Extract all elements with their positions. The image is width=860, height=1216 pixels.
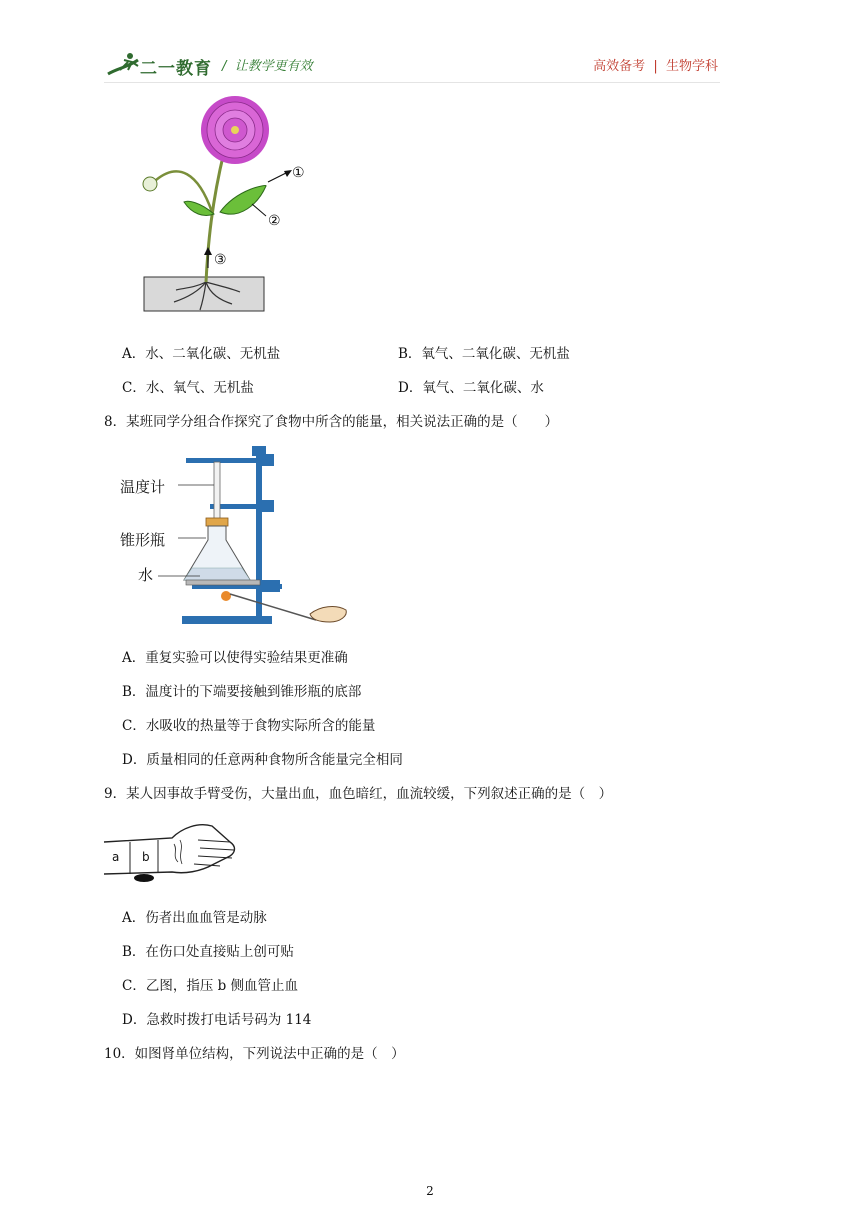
plant-figure <box>128 92 328 320</box>
arm-label-a: a <box>112 850 120 864</box>
header-brand: 二一教育 <box>140 59 212 79</box>
page-number: 2 <box>426 1184 434 1198</box>
q7-option-c: C．水、氧气、无机盐 <box>122 380 254 396</box>
q9-option-d: D．急救时拨打电话号码为 114 <box>122 1012 312 1028</box>
plant-label-2: ② <box>268 213 281 229</box>
plant-label-3: ③ <box>214 252 227 268</box>
q9-option-b: B．在伤口处直接贴上创可贴 <box>122 944 294 960</box>
header-slogan: / 让教学更有效 <box>222 59 313 74</box>
q8-option-d: D．质量相同的任意两种食物所含能量完全相同 <box>122 752 403 768</box>
plant-label-1: ① <box>292 165 305 181</box>
q9-option-c: C．乙图，指压 b 侧血管止血 <box>122 978 299 994</box>
arm-label-b: b <box>142 850 150 864</box>
arm-figure <box>102 820 238 888</box>
header-divider <box>104 82 720 83</box>
q8-option-b: B．温度计的下端要接触到锥形瓶的底部 <box>122 684 362 700</box>
q7-option-d: D．氧气、二氧化碳、水 <box>398 380 544 396</box>
label-flask: 锥形瓶 <box>120 531 166 549</box>
q8-option-a: A．重复实验可以使得实验结果更准确 <box>122 650 348 666</box>
q8-stem: 8．某班同学分组合作探究了食物中所含的能量，相关说法正确的是（ ） <box>104 414 559 430</box>
label-water: 水 <box>138 566 154 584</box>
q7-option-a: A．水、二氧化碳、无机盐 <box>122 346 281 362</box>
q9-stem: 9．某人因事故手臂受伤，大量出血，血色暗红，血流较缓，下列叙述正确的是（ ） <box>104 786 613 802</box>
q7-option-b: B．氧气、二氧化碳、无机盐 <box>398 346 570 362</box>
label-thermometer: 温度计 <box>120 478 166 496</box>
q9-option-a: A．伤者出血血管是动脉 <box>122 910 267 926</box>
header-subject: 高效备考 | 生物学科 <box>593 59 718 74</box>
q10-stem: 10．如图肾单位结构，下列说法中正确的是（ ） <box>104 1046 405 1062</box>
q8-option-c: C．水吸收的热量等于食物实际所含的能量 <box>122 718 376 734</box>
